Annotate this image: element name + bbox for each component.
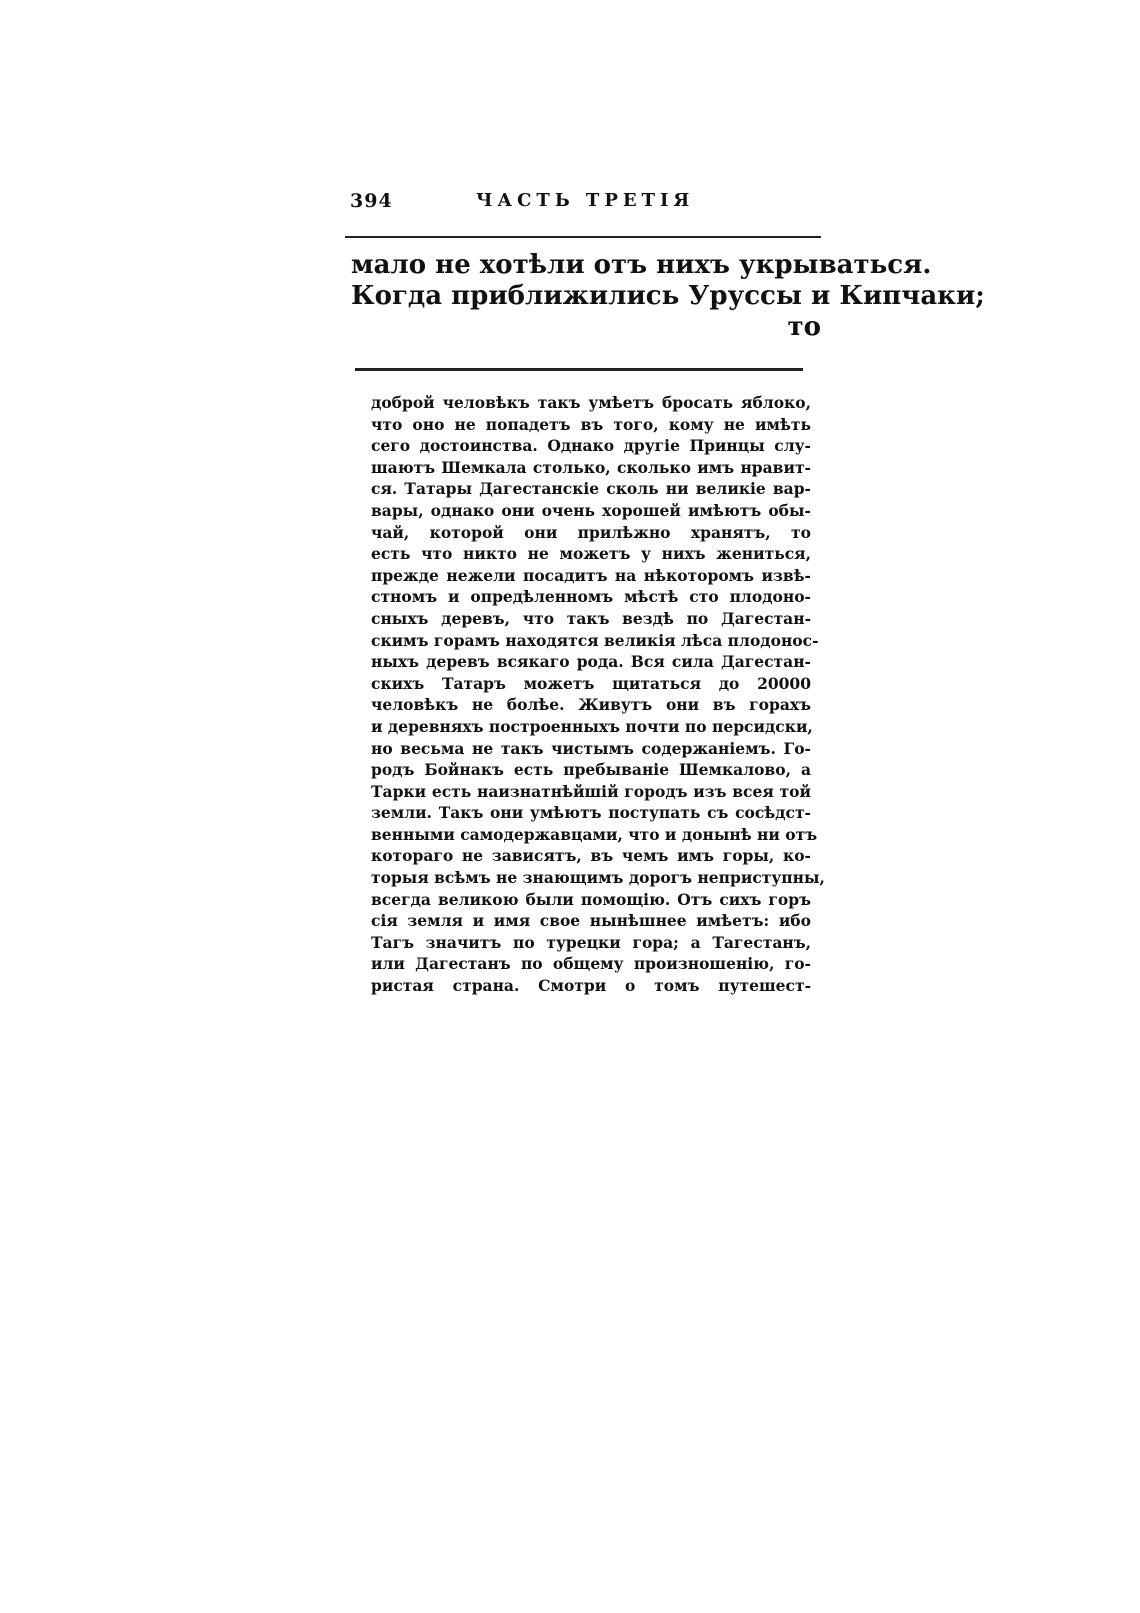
footnote-line: что оно не попадетъ въ того, кому не имѣть: [371, 414, 811, 434]
footnote-line: скихъ Татаръ можетъ щитаться до 20000: [371, 673, 811, 693]
footnote-line: шаютъ Шемкала столько, сколько имъ нравит-: [371, 457, 811, 477]
main-text-line: Когда приближились Уруссы и Кипчаки;: [351, 281, 985, 311]
footnote-line: доброй человѣкъ такъ умѣетъ бросать яблоко,: [371, 393, 811, 412]
footnote-line: скимъ горамъ находятся великія лѣса плодонос-: [371, 630, 819, 650]
footnote-line: Тарки есть наизнатнѣйшій городъ изъ всея той: [371, 781, 811, 801]
footnote-line: сныхъ деревъ, что такъ вездѣ по Дагестан-: [371, 608, 811, 628]
footnote-line: ристая страна. Смотри о томъ путешест-: [371, 976, 811, 996]
footnote-line: ся. Татары Дагестанскіе сколь ни великіе вар-: [371, 479, 811, 499]
main-text-line: мало не хотѣли отъ нихъ укрываться.: [351, 250, 932, 280]
running-head: ЧАСТЬ ТРЕТІЯ: [476, 190, 695, 211]
footnote-line: чай, которой они прилѣжно хранятъ, то: [371, 522, 811, 542]
footnote-line: венными самодержавцами, что и донынѣ ни отъ: [371, 824, 818, 844]
footnote-line: земли. Такъ они умѣютъ поступать съ сосѣдст-: [371, 803, 811, 823]
page-number: 394: [350, 190, 393, 212]
footnote-rule: [355, 368, 803, 371]
page-header: [350, 190, 820, 220]
footnote-line: всегда великою были помощію. Отъ сихъ горъ: [371, 889, 811, 909]
footnote-line: сего достоинства. Однако другіе Принцы слу-: [371, 436, 811, 456]
footnote-line: человѣкъ не болѣе. Живутъ они въ горахъ: [371, 695, 811, 715]
footnote-line: и деревняхъ построенныхъ почти по персидски,: [371, 716, 813, 736]
footnote-line: стномъ и опредѣленномъ мѣстѣ сто плодоно-: [371, 587, 811, 607]
footnote-line: или Дагестанъ по общему произношенію, го-: [371, 954, 811, 974]
footnote-line: родъ Бойнакъ есть пребываніе Шемкалово, а: [371, 760, 811, 780]
footnote-line: но весьма не такъ чистымъ содержаніемъ. Го-: [371, 738, 811, 758]
footnote-line: прежде нежели посадитъ на нѣкоторомъ извѣ-: [371, 565, 811, 585]
footnote-line: Тагъ значитъ по турецки гора; а Тагестанъ,: [371, 932, 811, 952]
footnote-line: ныхъ деревъ всякаго рода. Вся сила Дагестан-: [371, 652, 811, 672]
footnote-line: котораго не зависятъ, въ чемъ имъ горы, ко-: [371, 846, 811, 866]
main-text-line: то: [787, 312, 821, 342]
footnote-line: вары, однако они очень хорошей имѣютъ обы-: [371, 500, 811, 520]
main-text-block: [351, 250, 985, 343]
header-rule: [345, 236, 821, 238]
footnote-block: [371, 392, 825, 997]
footnote-line: сія земля и имя свое нынѣшнее имѣетъ: ибо: [371, 911, 811, 931]
footnote-line: есть что никто не можетъ у нихъ жениться,: [371, 544, 811, 564]
footnote-line: торыя всѣмъ не знающимъ дорогъ неприступны,: [371, 868, 825, 888]
